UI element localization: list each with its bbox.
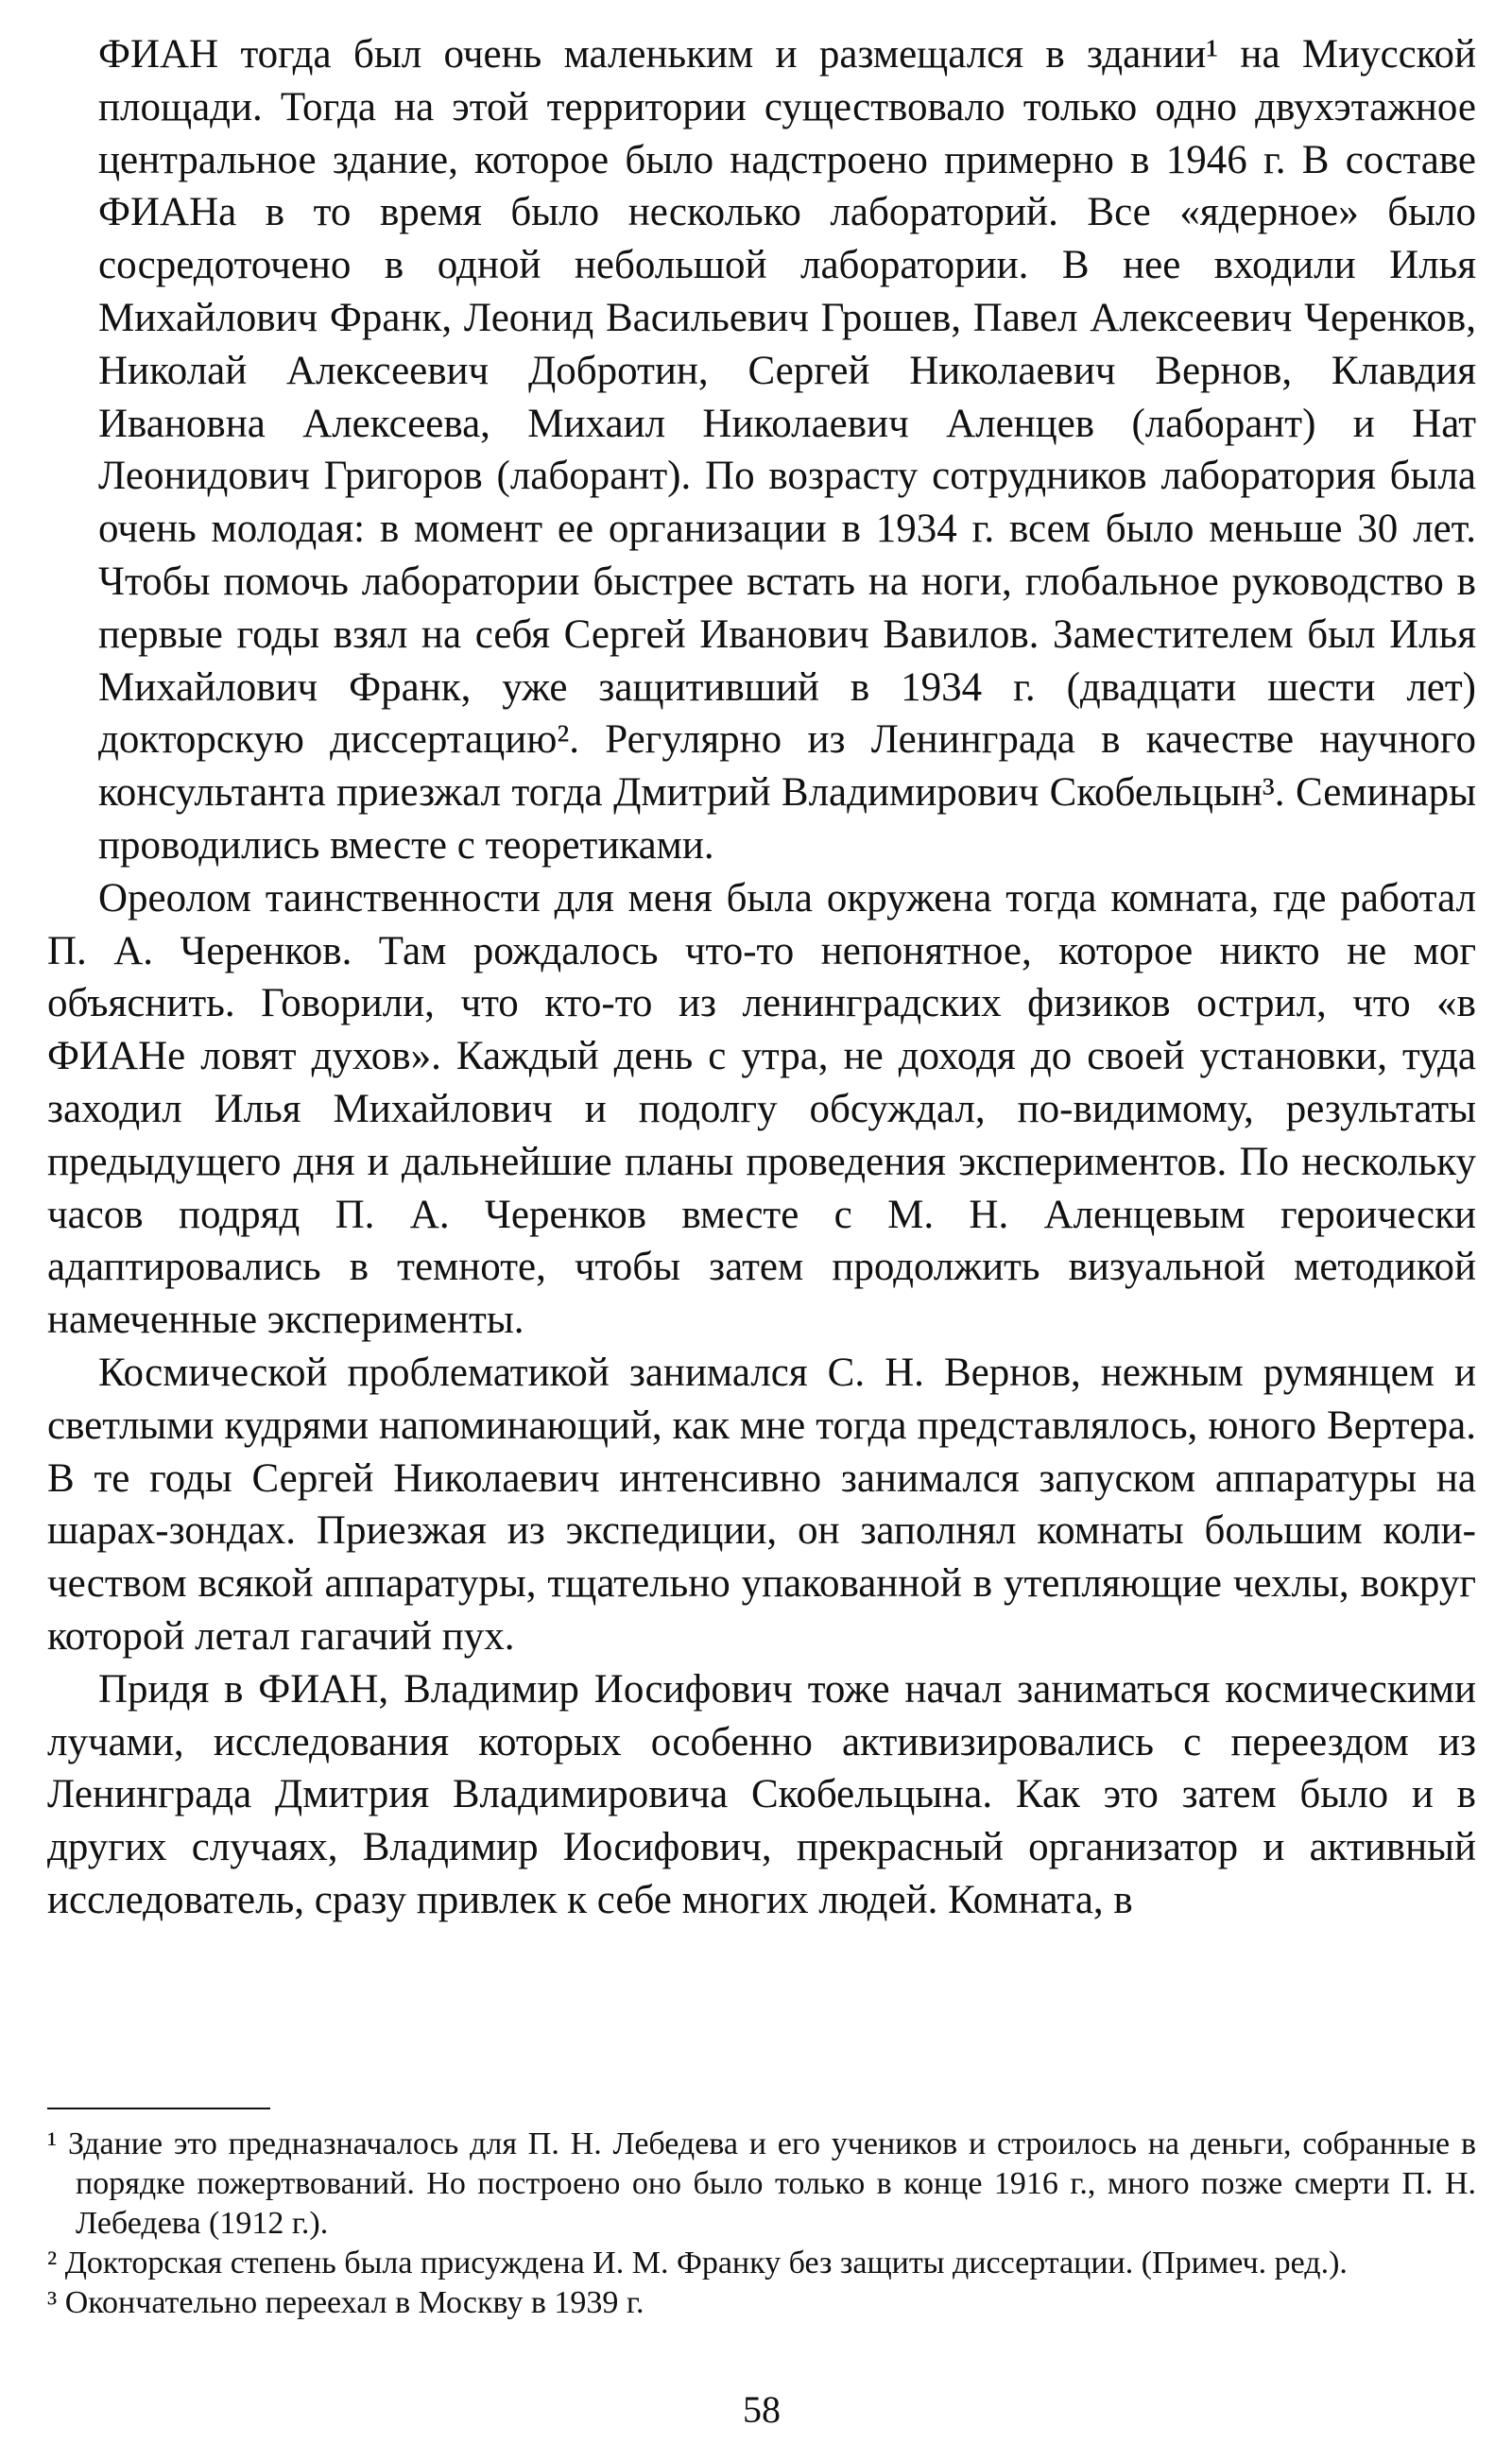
main-text bbox=[47, 28, 1476, 1927]
page-number: 58 bbox=[743, 2388, 781, 2431]
paragraph-1: ФИАН тогда был очень маленьким и размещался в здании¹ на Миусской площади. Тогда на этой территории существовало только одно двухэтажное центральное здание, которое было надстроено примерно в 1946 г. В составе ФИАНа в то время было несколько лабораторий. Все «ядерное» было сосредоточено в одной небольшой лаборатории. В нее входили Илья Михайлович Франк, Леонид Васильевич Грошев, Павел Алексеевич Черенков, Николай Алексеевич Добротин, Сергей Николаевич Вернов, Клавдия Ивановна Алексеева, Михаил Николаевич Аленцев (лаборант) и Нат Леонидович Григоров (лаборант). По возрасту сотрудников лаборатория была очень молодая: в момент ее организации в 1934 г. всем было меньше 30 лет. Чтобы помочь лаборатории быстрее встать на ноги, глобальное руководство в первые годы взял на себя Сергей Иванович Вавилов. Заместителем был Илья Михайлович Франк, уже защитивший в 1934 г. (двадцати шести лет) докторскую диссертацию². Регулярно из Ленинграда в качестве научного консультанта приезжал тогда Дмитрий Владимирович Скобельцын³. Семинары проводились вместе с теоретиками. bbox=[98, 32, 1476, 868]
footnote-1: ¹ Здание это предназначалось для П. Н. Лебедева и его учеников и строилось на деньги, собранные в порядке пожертвований. Но построено оно было только в конце 1916 г., много позже смерти П. Н. Лебедева (1912 г.). bbox=[47, 2126, 1476, 2241]
book-page bbox=[47, 28, 1476, 2448]
footnote-2: ² Докторская степень была присуждена И. М. Франку без защиты диссертации. (Примеч. ред.). bbox=[47, 2246, 1348, 2280]
paragraph-3: Космической проблематикой занимался С. Н. Вернов, нежным румянцем и светлыми кудрями напоминающий, как мне тогда представлялось, юного Вертера. В те годы Сергей Николаевич интенсивно занимался запуском аппаратуры на шарах-зондах. Приезжая из экспедиции, он заполнял комнаты большим количеством всякой аппаратуры, тщательно упакованной в утепляющие чехлы, вокруг которой летал гагачий пух. bbox=[47, 1350, 1476, 1659]
footnote-3: ³ Окончательно переехал в Москву в 1939 г. bbox=[47, 2285, 644, 2320]
footnote-divider bbox=[47, 2108, 270, 2109]
paragraph-2: Ореолом таинственности для меня была окружена тогда комната, где работал П. А. Черенков. Там рождалось что-то непонятное, которое никто не мог объяснить. Говорили, что кто-то из ленинградских физиков острил, что «в ФИАНе ловят духов». Каждый день с утра, не доходя до своей установки, туда заходил Илья Михайлович и подолгу обсуждал, по-видимому, результаты предыдущего дня и дальнейшие планы проведения экспериментов. По нескольку часов подряд П. А. Черенков вместе с М. Н. Аленцевым героически адаптировались в темноте, чтобы затем продолжить визуальной методикой намеченные эксперименты. bbox=[47, 875, 1476, 1343]
footnotes bbox=[47, 2125, 1476, 2323]
paragraph-4: Придя в ФИАН, Владимир Иосифович тоже начал заниматься космическими лучами, исследования которых особенно активизировались с переездом из Ленинграда Дмитрия Владимировича Скобельцына. Как это затем было и в других случаях, Владимир Иосифович, прекрасный организатор и активный исследователь, сразу привлек к себе многих людей. Комната, в bbox=[47, 1666, 1476, 1922]
